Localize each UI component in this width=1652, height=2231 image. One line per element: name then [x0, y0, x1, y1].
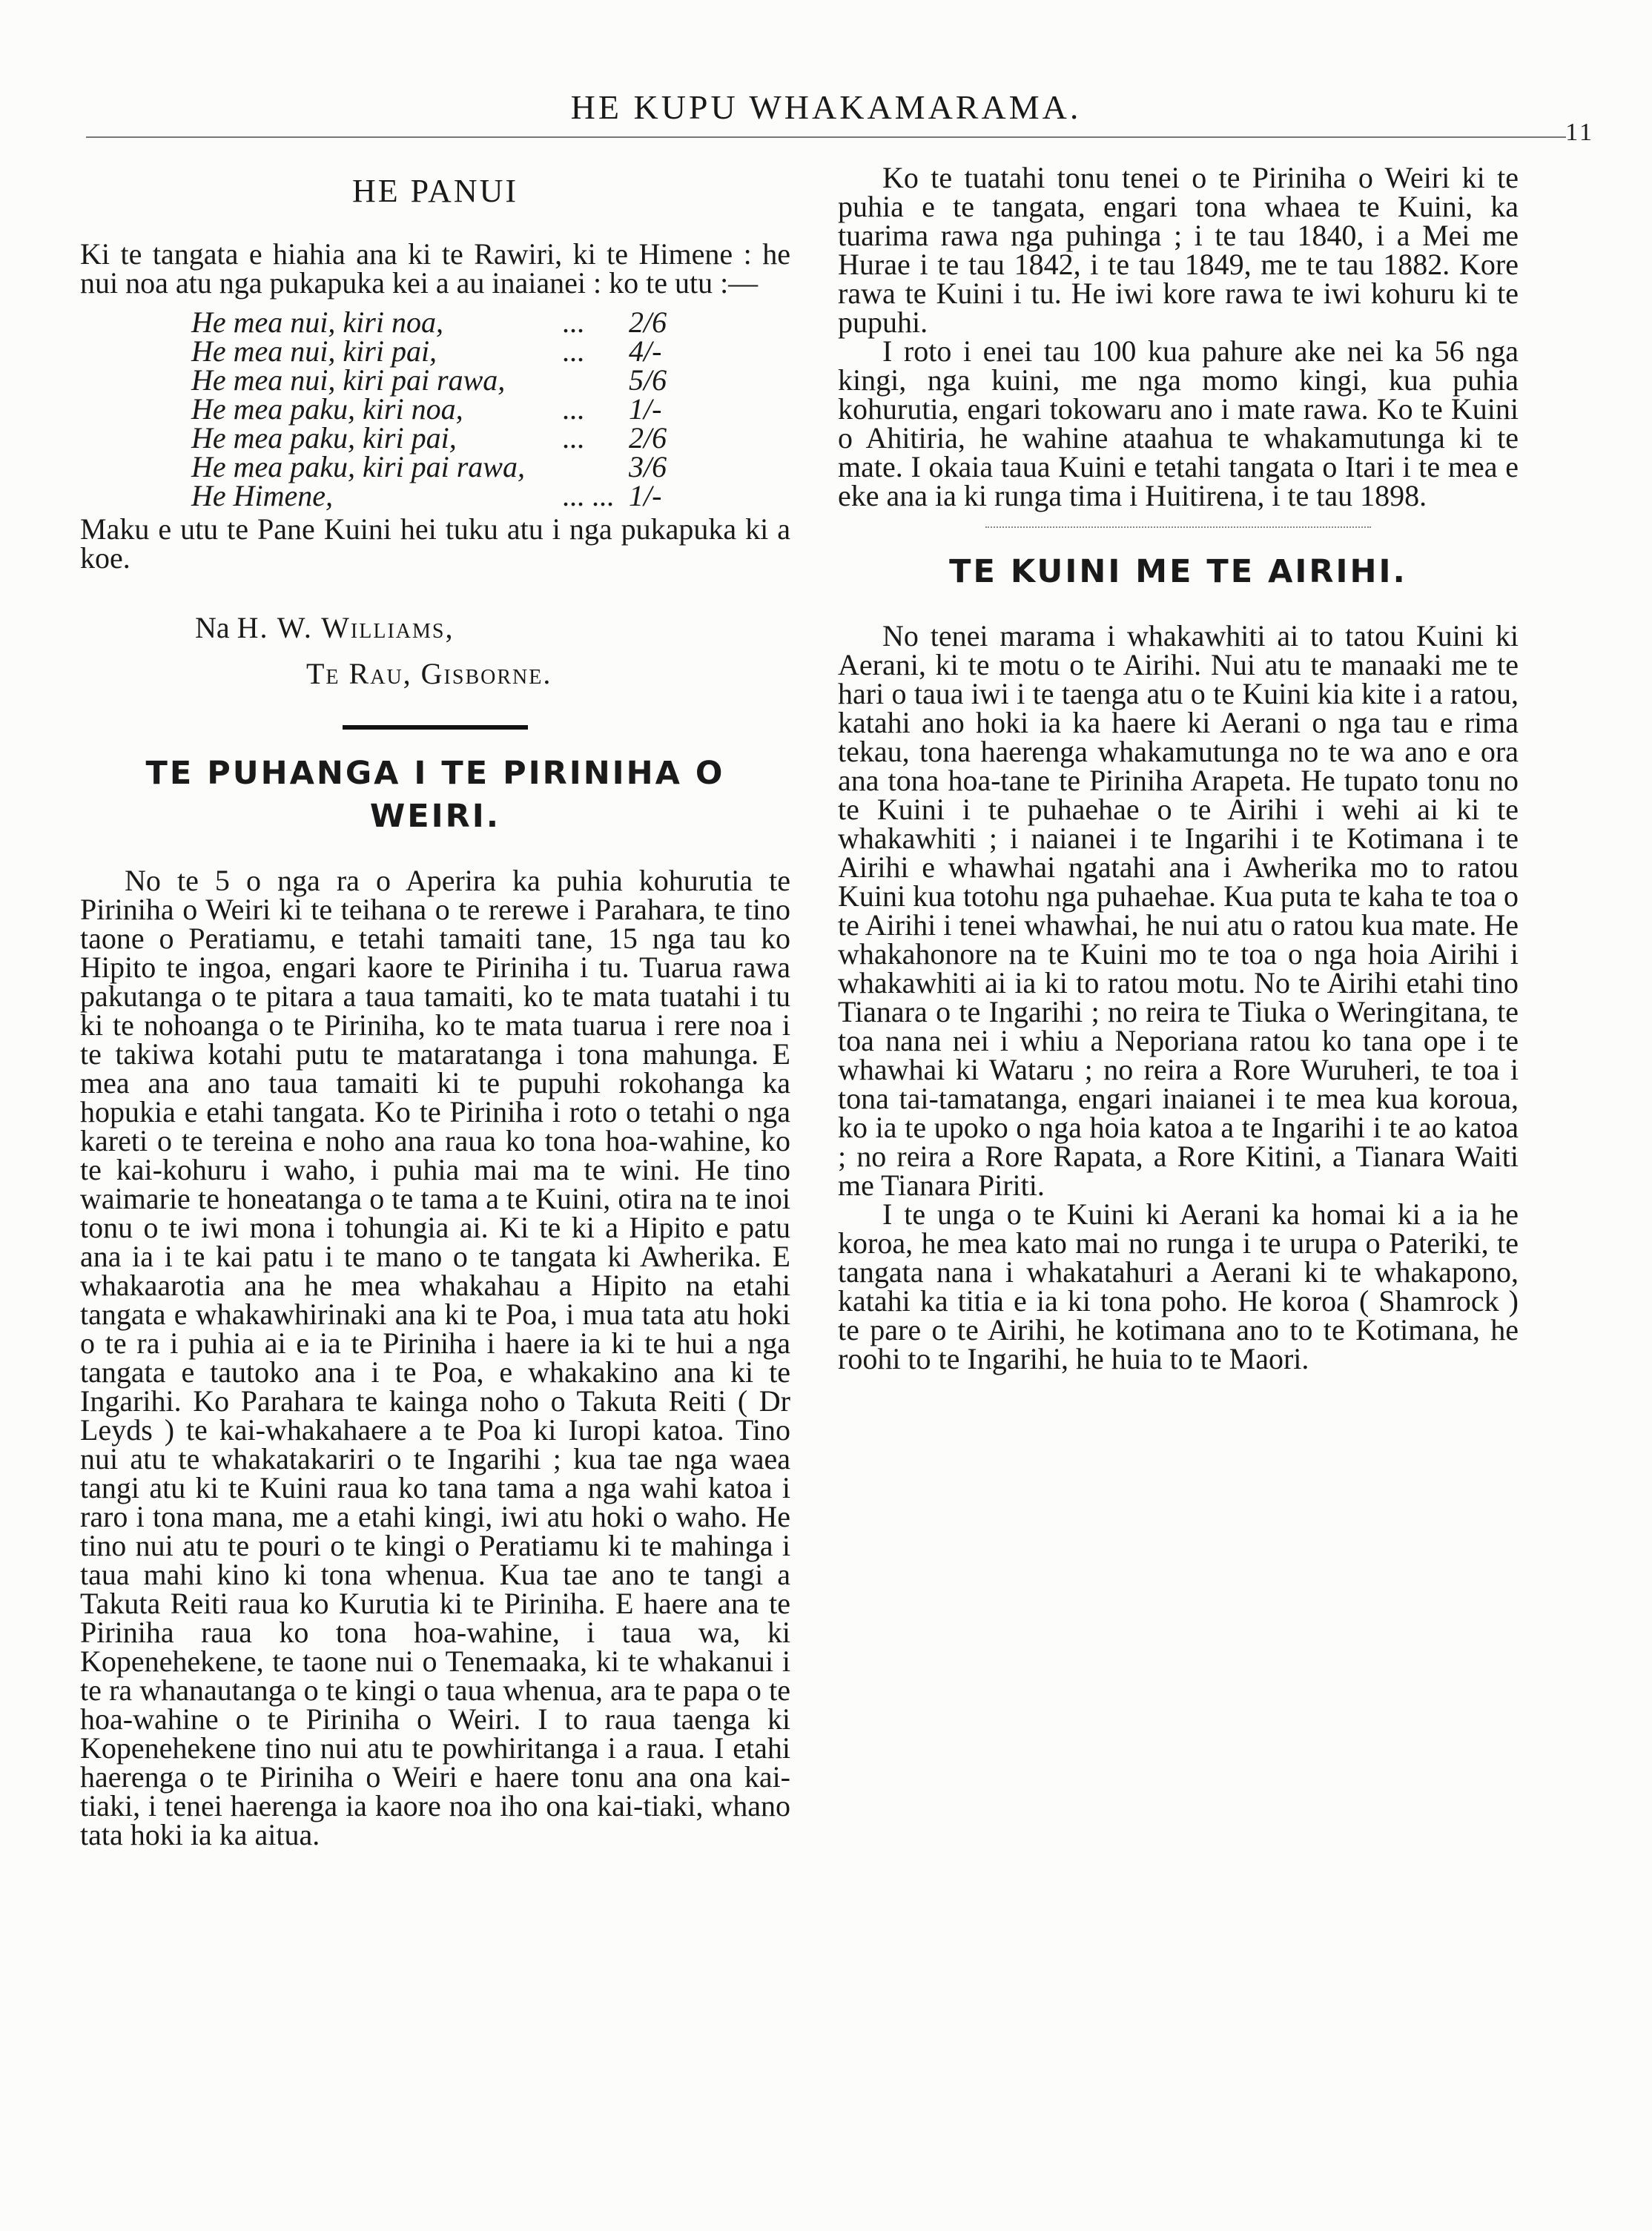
price-list-price: 2/6 — [629, 305, 667, 339]
price-list-price: 5/6 — [629, 363, 667, 397]
article1-paragraph: I roto i enei tau 100 kua pahure ake nei ka 56 nga kingi, nga kuini, me nga momo kingi, kua puhia kohurutia, engari tokowaru ano i mate rawa. Ko te Kuini o Ahitiria, he wahine ataahua te whakamutunga ki te mate. I okaia taua Kuini e tetahi tangata o Itari i te mea e eke ana ia ki runga tima i Huitirena, i te tau 1898. — [838, 334, 1519, 512]
left-column — [80, 163, 790, 1849]
price-list-dots: ... — [562, 392, 584, 426]
section-divider — [985, 526, 1371, 528]
price-list-row — [191, 394, 667, 423]
price-list-dots: ... ... — [562, 479, 614, 512]
header-rule — [86, 136, 1566, 138]
notice-outro: Maku e utu te Pane Kuini hei tuku atu i nga pukapuka ki a koe. — [80, 512, 790, 575]
price-list-item: He mea nui, kiri noa, — [191, 305, 443, 339]
running-title: HE KUPU WHAKAMARAMA. — [570, 88, 1082, 126]
price-list-row — [191, 481, 667, 510]
signature-prefix: Na — [195, 611, 230, 644]
signature-line-2: Te Rau, Gisborne. — [306, 657, 552, 690]
price-list-item: He mea nui, kiri pai rawa, — [191, 363, 506, 397]
price-list-price: 1/- — [629, 479, 662, 512]
article1-paragraph: No te 5 o nga ra o Aperira ka puhia kohurutia te Piriniha o Weiri ki te teihana o te rerewe i Parahara, te tino taone o Peratiamu, e tetahi tamaiti tane, 15 nga tau ko Hipito te ingoa, engari kaore te Piriniha i tu. Tuarua rawa pakutanga o te pitara a taua tamaiti, ko te mata tuatahi i tu ki te nohoanga o te Piriniha, ko te mata tuarua i rere noa i te takiwa kotahi putu te mataratanga i tona mahunga. E mea ana ano taua tamaiti ki te pupuhi rokohanga ka hopukia e etahi tangata. Ko te Piriniha i roto o tetahi o nga kareti o te tereina e noho ana raua ko tona hoa-wahine, ko te kai-kohuru i waho, i puhia mai ma te wini. He tino waimarie te honeatanga o te tama a te Kuini, otira na te inoi tonu o te iwi mona i tohungia ai. Ki te ki a Hipito e patu ana ia i te kai patu i te mano o te tangata ki Awherika. E whakaarotia ana he mea whakahau a Hipito na etahi tangata e whakawhirinaki ana ki te Poa, i mua tata atu hoki o te ra i puhia ai e ia te Piriniha i haere ia ki te hui a nga tangata e tautoko ana i te Poa, e whakakino ana ki te Ingarihi. Ko Parahara te kainga noho o Takuta Reiti ( Dr Leyds ) te kai-whakahaere a te Poa ki Iuropi katoa. Tino nui atu te whakatakariri o te Ingarihi ; kua tae nga waea tangi atu ki te Kuini raua ko tana tama a nga wahi katoa i raro i tona mana, me a etahi kingi, iwi atu hoki o waho. He tino nui atu te pouri o te kingi o Peratiamu ki te mahinga i taua mahi kino ki tona whenua. Kua tae ano te tangi a Takuta Reiti raua ko Kurutia ki te Piriniha. E haere ana te Piriniha raua ko tona hoa-wahine, i taua wa, ki Kopenehekene, te taone nui o Tenemaaka, ki te whakanui i te ra whanautanga o te kingi o taua whenua, ara te papa o te hoa-wahine o te Piriniha o Weiri. I to raua taenga ki Kopenehekene tino nui atu te powhiritanga i a raua. I etahi haerenga o te Piriniha o Weiri e haere tonu ana ona kai-tiaki, i tenei haerenga ia kaore noa iho ona kai-tiaki, whano tata hoki ia ka aitua. — [80, 864, 790, 1851]
price-list-dots: ... — [562, 421, 584, 455]
price-list-row — [191, 452, 667, 481]
signature-line-1 — [80, 605, 790, 651]
price-list-price: 3/6 — [629, 450, 667, 483]
notice-intro: Ki te tangata e hiahia ana ki te Rawiri, ki te Himene : he nui noa atu nga pukapuka kei a au inaianei : ko te utu :— — [80, 237, 790, 300]
price-list-dots: ... — [562, 305, 584, 339]
price-list-item: He mea paku, kiri pai rawa, — [191, 450, 525, 483]
price-list-price: 2/6 — [629, 421, 667, 455]
article1-paragraph: Ko te tuatahi tonu tenei o te Piriniha o Weiri ki te puhia e te tangata, engari tona whaea te Kuini, ka tuarima rawa nga puhinga ; i te tau 1840, i a Mei me Hurae i te tau 1842, i te tau 1849, me te tau 1882. Kore rawa te Kuini i tu. He iwi kore rawa te iwi kohuru ki te pupuhi. — [838, 161, 1519, 339]
price-list-price: 4/- — [629, 334, 662, 368]
price-list-row — [191, 366, 667, 394]
article2-paragraph: I te unga o te Kuini ki Aerani ka homai ki a ia he koroa, he mea kato mai no runga i te urupa o Pateriki, te tangata nana i whakatahuri a Aerani ki te whakapono, katahi ka titia e ia ki tona poho. He koroa ( Shamrock ) te pare o te Airihi, he kotimana ano to te Kotimana, he roohi to te Ingarihi, he huia to te Maori. — [838, 1197, 1519, 1375]
price-list-dots: ... — [562, 334, 584, 368]
article2-paragraph: No tenei marama i whakawhiti ai to tatou Kuini ki Aerani, ki te motu o te Airihi. Nui atu te manaaki me te hari o taua iwi i te taenga atu o te Kuini kia kite i a ratou, katahi ano hoki ia ka haere ki Aerani o nga tau e rima tekau, tona haerenga whakamutunga no te wa ano e ora ana tona hoa-tane te Piriniha Arapeta. He tupato tonu no te Kuini i te puhaehae o te Airihi i wehi ai ki te whakawhiti ; i naianei i te Ingarihi i te Kotimana i te Airihi e whawhai ngatahi ana i Awherika mo to ratou Kuini kua totohu nga puhaehae. Kua puta te kaha te toa o te Airihi i tenei whawhai, he nui atu o ratou kua mate. He whakahonore na te Kuini mo te toa o nga hoia Airihi i whakawhiti ai ia ki to ratou motu. No te Airihi etahi tino Tianara o te Ingarihi ; no reira te Tiuka o Weringitana, te toa nana nei i whiu a Neporiana ratou ko tana ope i te whawhai ki Wataru ; no reira a Rore Wuruheri, te toa i tona tai-tamatanga, engari inaianei i te mea kua koroua, ko ia te upoko o nga hoia katoa a te Ingarihi i te ao katoa ; no reira a Rore Rapata, a Rore Kitini, a Tianara Waiti me Tianara Piriti. — [838, 619, 1519, 1202]
right-column — [838, 163, 1519, 1373]
section-divider — [343, 725, 528, 730]
article1-title: TE PUHANGA I TE PIRINIHA O WEIRI. — [145, 755, 725, 835]
price-list — [191, 305, 667, 512]
price-list-item: He mea paku, kiri pai, — [191, 421, 457, 455]
price-list-row — [191, 308, 667, 337]
notice-signature — [80, 605, 790, 697]
notice-title: HE PANUI — [351, 173, 519, 209]
price-list-dots — [562, 452, 629, 481]
signature-name: H. W. Williams, — [237, 611, 455, 644]
page-number: 11 — [1565, 119, 1594, 146]
article2-title: TE KUINI ME TE AIRIHI. — [949, 553, 1407, 590]
price-list-row — [191, 423, 667, 452]
price-list-item: He mea nui, kiri pai, — [191, 334, 437, 368]
price-list-item: He mea paku, kiri noa, — [191, 392, 463, 426]
price-list-dots — [562, 366, 629, 394]
price-list-item: He Himene, — [191, 479, 334, 512]
price-list-row — [191, 337, 667, 366]
price-list-price: 1/- — [629, 392, 662, 426]
